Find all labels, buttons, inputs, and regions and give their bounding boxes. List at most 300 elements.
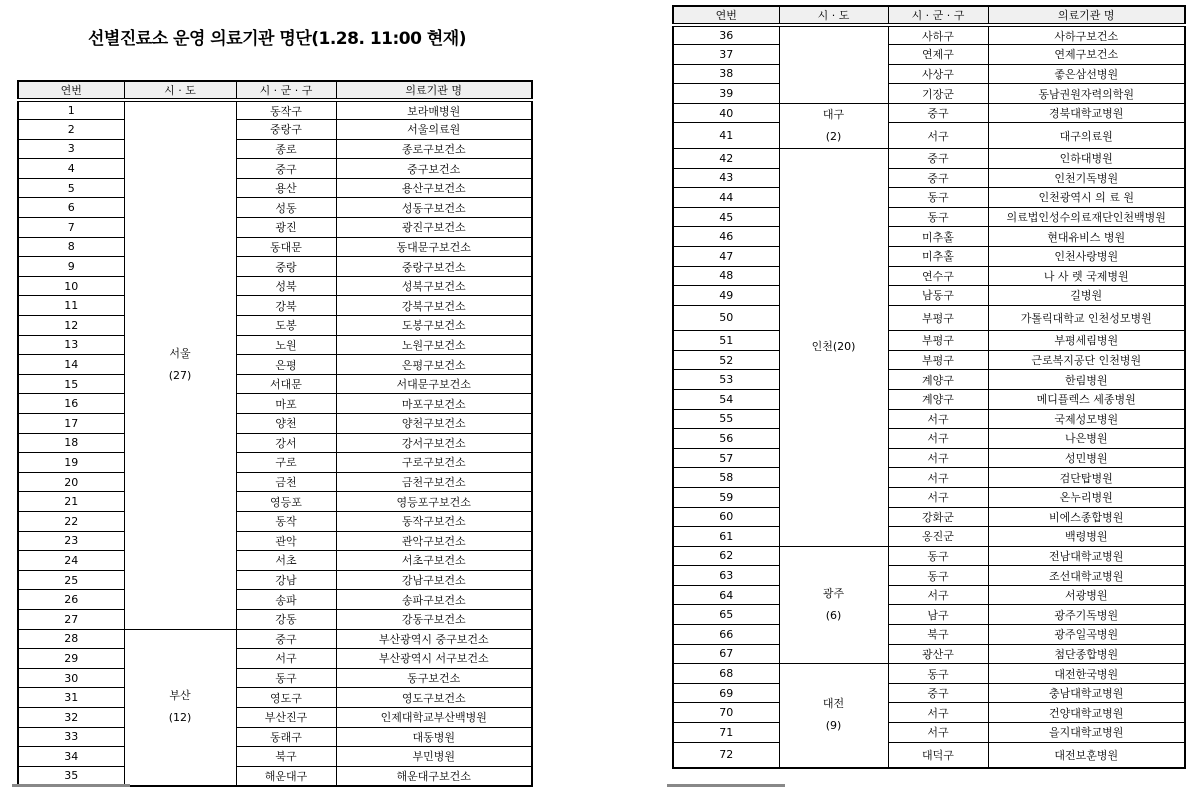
institution-cell: 현대유비스 병원 <box>988 227 1185 247</box>
sigungu-cell: 양천 <box>236 414 336 434</box>
institution-cell: 인천기독병원 <box>988 168 1185 188</box>
table-row <box>673 64 1185 84</box>
row-number: 62 <box>673 546 779 566</box>
table-row <box>673 683 1185 703</box>
institution-cell: 한림병원 <box>988 370 1185 390</box>
institution-cell: 메디플렉스 세종병원 <box>988 389 1185 409</box>
institution-cell: 광주일곡병원 <box>988 625 1185 645</box>
institution-cell: 국제성모병원 <box>988 409 1185 429</box>
sigungu-cell: 종로 <box>236 139 336 159</box>
institution-cell: 성동구보건소 <box>336 198 532 218</box>
sigungu-cell: 동구 <box>888 664 988 684</box>
sigungu-cell: 사하구 <box>888 25 988 45</box>
institution-cell: 금천구보건소 <box>336 472 532 492</box>
region-cell <box>124 100 236 629</box>
row-number: 3 <box>18 139 124 159</box>
table-row <box>673 331 1185 351</box>
header-institution: 의료기관 명 <box>336 81 532 100</box>
header-no: 연번 <box>18 81 124 100</box>
table-row <box>673 370 1185 390</box>
institution-cell: 강서구보건소 <box>336 433 532 453</box>
sigungu-cell: 영등포 <box>236 492 336 512</box>
row-number: 6 <box>18 198 124 218</box>
institution-cell: 인천사랑병원 <box>988 246 1185 266</box>
sigungu-cell: 강북 <box>236 296 336 316</box>
sigungu-cell: 사상구 <box>888 64 988 84</box>
institution-cell: 부산광역시 서구보건소 <box>336 649 532 669</box>
table-row <box>673 487 1185 507</box>
row-number: 61 <box>673 527 779 547</box>
sigungu-cell: 서구 <box>888 703 988 723</box>
sigungu-cell: 동구 <box>236 668 336 688</box>
table-row <box>673 148 1185 168</box>
institution-cell: 강동구보건소 <box>336 609 532 629</box>
row-number: 55 <box>673 409 779 429</box>
institution-cell: 사하구보건소 <box>988 25 1185 45</box>
institution-cell: 도봉구보건소 <box>336 316 532 336</box>
region-cell <box>779 148 888 546</box>
sigungu-cell: 서구 <box>888 468 988 488</box>
institution-cell: 부평세림병원 <box>988 331 1185 351</box>
institution-cell: 검단탑병원 <box>988 468 1185 488</box>
row-number: 20 <box>18 472 124 492</box>
institution-cell: 광주기독병원 <box>988 605 1185 625</box>
institution-cell: 영도구보건소 <box>336 688 532 708</box>
row-number: 41 <box>673 123 779 148</box>
sigungu-cell: 중구 <box>888 148 988 168</box>
sigungu-cell: 서구 <box>236 649 336 669</box>
row-number: 52 <box>673 350 779 370</box>
sigungu-cell: 부산진구 <box>236 707 336 727</box>
row-number: 33 <box>18 727 124 747</box>
row-number: 32 <box>18 707 124 727</box>
header-sigungu: 시 · 군 · 구 <box>888 6 988 25</box>
row-number: 45 <box>673 207 779 227</box>
table-row <box>18 237 532 257</box>
row-number: 28 <box>18 629 124 649</box>
sigungu-cell: 부평구 <box>888 305 988 330</box>
sigungu-cell: 송파 <box>236 590 336 610</box>
institution-cell: 노원구보건소 <box>336 335 532 355</box>
institution-cell: 인제대학교부산백병원 <box>336 707 532 727</box>
row-number: 19 <box>18 453 124 473</box>
header-sigungu: 시 · 군 · 구 <box>236 81 336 100</box>
page-title: 선별진료소 운영 의료기관 명단(1.28. 11:00 현재) <box>88 29 466 49</box>
institution-cell: 서대문구보건소 <box>336 374 532 394</box>
row-number: 12 <box>18 316 124 336</box>
sigungu-cell: 마포 <box>236 394 336 414</box>
institution-cell: 서광병원 <box>988 585 1185 605</box>
sigungu-cell: 구로 <box>236 453 336 473</box>
institution-cell: 충남대학교병원 <box>988 683 1185 703</box>
row-number: 69 <box>673 683 779 703</box>
institution-cell: 조선대학교병원 <box>988 566 1185 586</box>
header-sido: 시 · 도 <box>779 6 888 25</box>
table-row <box>673 409 1185 429</box>
sigungu-cell: 강화군 <box>888 507 988 527</box>
table-row <box>18 355 532 375</box>
sigungu-cell: 광진 <box>236 218 336 238</box>
table-row <box>673 350 1185 370</box>
region-cell <box>779 25 888 103</box>
table-row <box>673 123 1185 148</box>
header-institution: 의료기관 명 <box>988 6 1185 25</box>
sigungu-cell: 남동구 <box>888 286 988 306</box>
table-row <box>18 433 532 453</box>
institution-cell: 좋은삼선병원 <box>988 64 1185 84</box>
institution-cell: 강북구보건소 <box>336 296 532 316</box>
institution-cell: 대구의료원 <box>988 123 1185 148</box>
table-header <box>18 81 532 100</box>
row-number: 4 <box>18 159 124 179</box>
sigungu-cell: 강남 <box>236 570 336 590</box>
institution-cell: 대전한국병원 <box>988 664 1185 684</box>
row-number: 23 <box>18 531 124 551</box>
table-row <box>18 394 532 414</box>
sigungu-cell: 동구 <box>888 566 988 586</box>
sigungu-cell: 중구 <box>888 168 988 188</box>
table-row <box>18 472 532 492</box>
row-number: 72 <box>673 742 779 767</box>
table-row <box>673 507 1185 527</box>
table-row <box>18 570 532 590</box>
table-row <box>673 389 1185 409</box>
row-number: 67 <box>673 644 779 664</box>
sigungu-cell: 연수구 <box>888 266 988 286</box>
sigungu-cell: 동구 <box>888 207 988 227</box>
row-number: 16 <box>18 394 124 414</box>
sigungu-cell: 미추홀 <box>888 227 988 247</box>
sigungu-cell: 부평구 <box>888 331 988 351</box>
institution-cell: 중구보건소 <box>336 159 532 179</box>
row-number: 53 <box>673 370 779 390</box>
table-row <box>18 414 532 434</box>
row-number: 49 <box>673 286 779 306</box>
row-number: 54 <box>673 389 779 409</box>
institution-cell: 송파구보건소 <box>336 590 532 610</box>
row-number: 15 <box>18 374 124 394</box>
sigungu-cell: 성북 <box>236 276 336 296</box>
table-row <box>18 296 532 316</box>
region-count: (9) <box>825 719 842 733</box>
sigungu-cell: 강서 <box>236 433 336 453</box>
table-row <box>673 585 1185 605</box>
row-number: 68 <box>673 664 779 684</box>
institution-cell: 부민병원 <box>336 747 532 767</box>
table-row <box>18 649 532 669</box>
institution-cell: 대전보훈병원 <box>988 742 1185 767</box>
table-row <box>673 25 1185 45</box>
row-number: 63 <box>673 566 779 586</box>
institution-cell: 동대문구보건소 <box>336 237 532 257</box>
table-row <box>673 286 1185 306</box>
table-row <box>18 316 532 336</box>
region-name: 광주 <box>822 586 845 600</box>
institution-table-right <box>672 5 1186 769</box>
institution-cell: 온누리병원 <box>988 487 1185 507</box>
sigungu-cell: 동작구 <box>236 100 336 120</box>
institution-cell: 양천구보건소 <box>336 414 532 434</box>
table-row <box>18 747 532 767</box>
table-row <box>18 609 532 629</box>
row-number: 10 <box>18 276 124 296</box>
sigungu-cell: 서구 <box>888 585 988 605</box>
table-row <box>673 605 1185 625</box>
institution-cell: 나 사 렛 국제병원 <box>988 266 1185 286</box>
sigungu-cell: 관악 <box>236 531 336 551</box>
region-name: 부산 <box>169 689 191 703</box>
sigungu-cell: 계양구 <box>888 370 988 390</box>
institution-cell: 경북대학교병원 <box>988 103 1185 123</box>
sigungu-cell: 도봉 <box>236 316 336 336</box>
table-row <box>18 335 532 355</box>
region-cell <box>779 546 888 664</box>
row-number: 65 <box>673 605 779 625</box>
region-count: (12) <box>168 711 192 725</box>
institution-cell: 영등포구보건소 <box>336 492 532 512</box>
table-row <box>18 453 532 473</box>
sigungu-cell: 중구 <box>236 159 336 179</box>
row-number: 26 <box>18 590 124 610</box>
institution-cell: 동남권원자력의학원 <box>988 84 1185 104</box>
institution-cell: 대동병원 <box>336 727 532 747</box>
table-row <box>18 531 532 551</box>
row-number: 51 <box>673 331 779 351</box>
sigungu-cell: 서구 <box>888 409 988 429</box>
institution-cell: 나은병원 <box>988 429 1185 449</box>
sigungu-cell: 대덕구 <box>888 742 988 767</box>
institution-cell: 광진구보건소 <box>336 218 532 238</box>
table-row <box>673 448 1185 468</box>
sigungu-cell: 광산구 <box>888 644 988 664</box>
sigungu-cell: 서구 <box>888 429 988 449</box>
sigungu-cell: 성동 <box>236 198 336 218</box>
row-number: 21 <box>18 492 124 512</box>
sigungu-cell: 서구 <box>888 723 988 743</box>
sigungu-cell: 동래구 <box>236 727 336 747</box>
sigungu-cell: 북구 <box>236 747 336 767</box>
table-row <box>18 688 532 708</box>
table-row <box>18 766 532 786</box>
table-row <box>673 625 1185 645</box>
row-number: 30 <box>18 668 124 688</box>
row-number: 64 <box>673 585 779 605</box>
institution-cell: 인천광역시 의 료 원 <box>988 188 1185 208</box>
institution-cell: 인하대병원 <box>988 148 1185 168</box>
institution-cell: 의료법인성수의료재단인천백병원 <box>988 207 1185 227</box>
sigungu-cell: 연제구 <box>888 45 988 65</box>
table-row <box>673 664 1185 684</box>
region-name: 대구 <box>822 107 845 121</box>
institution-cell: 용산구보건소 <box>336 178 532 198</box>
sigungu-cell: 서초 <box>236 551 336 571</box>
table-row <box>18 590 532 610</box>
institution-cell: 전남대학교병원 <box>988 546 1185 566</box>
institution-cell: 을지대학교병원 <box>988 723 1185 743</box>
sigungu-cell: 해운대구 <box>236 766 336 786</box>
sigungu-cell: 은평 <box>236 355 336 375</box>
table-row <box>673 429 1185 449</box>
header-no: 연번 <box>673 6 779 25</box>
table-row <box>18 100 532 120</box>
table-row <box>18 551 532 571</box>
sigungu-cell: 기장군 <box>888 84 988 104</box>
row-number: 66 <box>673 625 779 645</box>
table-row <box>18 218 532 238</box>
institution-cell: 서초구보건소 <box>336 551 532 571</box>
row-number: 46 <box>673 227 779 247</box>
row-number: 29 <box>18 649 124 669</box>
institution-cell: 서울의료원 <box>336 120 532 140</box>
row-number: 2 <box>18 120 124 140</box>
row-number: 8 <box>18 237 124 257</box>
sigungu-cell: 중랑구 <box>236 120 336 140</box>
table-row <box>673 84 1185 104</box>
row-number: 58 <box>673 468 779 488</box>
table-row <box>18 707 532 727</box>
row-number: 48 <box>673 266 779 286</box>
sigungu-cell: 동대문 <box>236 237 336 257</box>
sigungu-cell: 동구 <box>888 188 988 208</box>
row-number: 60 <box>673 507 779 527</box>
row-number: 9 <box>18 257 124 277</box>
region-name: 대전 <box>822 697 845 711</box>
institution-cell: 첨단종합병원 <box>988 644 1185 664</box>
institution-cell: 동작구보건소 <box>336 511 532 531</box>
header-sido: 시 · 도 <box>124 81 236 100</box>
row-number: 13 <box>18 335 124 355</box>
region-count: (27) <box>168 369 192 383</box>
institution-cell: 근로복지공단 인천병원 <box>988 350 1185 370</box>
row-number: 18 <box>18 433 124 453</box>
row-number: 1 <box>18 100 124 120</box>
institution-cell: 해운대구보건소 <box>336 766 532 786</box>
table-row <box>673 644 1185 664</box>
sigungu-cell: 강동 <box>236 609 336 629</box>
institution-cell: 구로구보건소 <box>336 453 532 473</box>
row-number: 37 <box>673 45 779 65</box>
sigungu-cell: 부평구 <box>888 350 988 370</box>
sigungu-cell: 중구 <box>888 683 988 703</box>
institution-cell: 길병원 <box>988 286 1185 306</box>
sigungu-cell: 금천 <box>236 472 336 492</box>
row-number: 27 <box>18 609 124 629</box>
row-number: 43 <box>673 168 779 188</box>
table-row <box>18 629 532 649</box>
table-row <box>18 492 532 512</box>
institution-cell: 비에스종합병원 <box>988 507 1185 527</box>
sigungu-cell: 노원 <box>236 335 336 355</box>
institution-cell: 은평구보건소 <box>336 355 532 375</box>
row-number: 44 <box>673 188 779 208</box>
institution-cell: 건양대학교병원 <box>988 703 1185 723</box>
table-row <box>18 159 532 179</box>
table-row <box>673 246 1185 266</box>
table-row <box>18 198 532 218</box>
table-row <box>673 227 1185 247</box>
table-row <box>18 511 532 531</box>
table-row <box>673 207 1185 227</box>
sigungu-cell: 서구 <box>888 448 988 468</box>
sigungu-cell: 미추홀 <box>888 246 988 266</box>
sigungu-cell: 중구 <box>888 103 988 123</box>
row-number: 70 <box>673 703 779 723</box>
row-number: 35 <box>18 766 124 786</box>
institution-cell: 보라매병원 <box>336 100 532 120</box>
row-number: 7 <box>18 218 124 238</box>
row-number: 39 <box>673 84 779 104</box>
region-name: 서울 <box>169 347 191 361</box>
region-count: (6) <box>825 608 842 622</box>
table-row <box>673 527 1185 547</box>
row-number: 42 <box>673 148 779 168</box>
institution-cell: 백령병원 <box>988 527 1185 547</box>
sigungu-cell: 중랑 <box>236 257 336 277</box>
row-number: 11 <box>18 296 124 316</box>
sigungu-cell: 용산 <box>236 178 336 198</box>
institution-cell: 중랑구보건소 <box>336 257 532 277</box>
institution-cell: 마포구보건소 <box>336 394 532 414</box>
row-number: 56 <box>673 429 779 449</box>
table-row <box>18 374 532 394</box>
table-row <box>673 468 1185 488</box>
table-row <box>18 727 532 747</box>
table-row <box>18 668 532 688</box>
sigungu-cell: 계양구 <box>888 389 988 409</box>
region-cell <box>124 629 236 786</box>
table-row <box>673 266 1185 286</box>
table-row <box>673 723 1185 743</box>
institution-cell: 동구보건소 <box>336 668 532 688</box>
row-number: 34 <box>18 747 124 767</box>
row-number: 36 <box>673 25 779 45</box>
table-row <box>673 168 1185 188</box>
institution-cell: 가톨릭대학교 인천성모병원 <box>988 305 1185 330</box>
sigungu-cell: 남구 <box>888 605 988 625</box>
institution-cell: 성북구보건소 <box>336 276 532 296</box>
row-number: 17 <box>18 414 124 434</box>
institution-cell: 관악구보건소 <box>336 531 532 551</box>
institution-table-left <box>17 80 533 787</box>
table-row <box>673 566 1185 586</box>
row-number: 71 <box>673 723 779 743</box>
row-number: 31 <box>18 688 124 708</box>
table-row <box>673 742 1185 767</box>
table-row <box>18 257 532 277</box>
row-number: 5 <box>18 178 124 198</box>
row-number: 14 <box>18 355 124 375</box>
table-row <box>18 178 532 198</box>
row-number: 24 <box>18 551 124 571</box>
row-number: 57 <box>673 448 779 468</box>
sigungu-cell: 옹진군 <box>888 527 988 547</box>
table-row <box>673 305 1185 330</box>
table-row <box>673 103 1185 123</box>
table-row <box>673 703 1185 723</box>
institution-cell: 강남구보건소 <box>336 570 532 590</box>
sigungu-cell: 중구 <box>236 629 336 649</box>
table-row <box>18 276 532 296</box>
row-number: 50 <box>673 305 779 330</box>
table-row <box>18 120 532 140</box>
institution-cell: 연제구보건소 <box>988 45 1185 65</box>
region-cell <box>779 103 888 148</box>
sigungu-cell: 영도구 <box>236 688 336 708</box>
institution-cell: 종로구보건소 <box>336 139 532 159</box>
sigungu-cell: 서대문 <box>236 374 336 394</box>
row-number: 47 <box>673 246 779 266</box>
table-row <box>673 188 1185 208</box>
